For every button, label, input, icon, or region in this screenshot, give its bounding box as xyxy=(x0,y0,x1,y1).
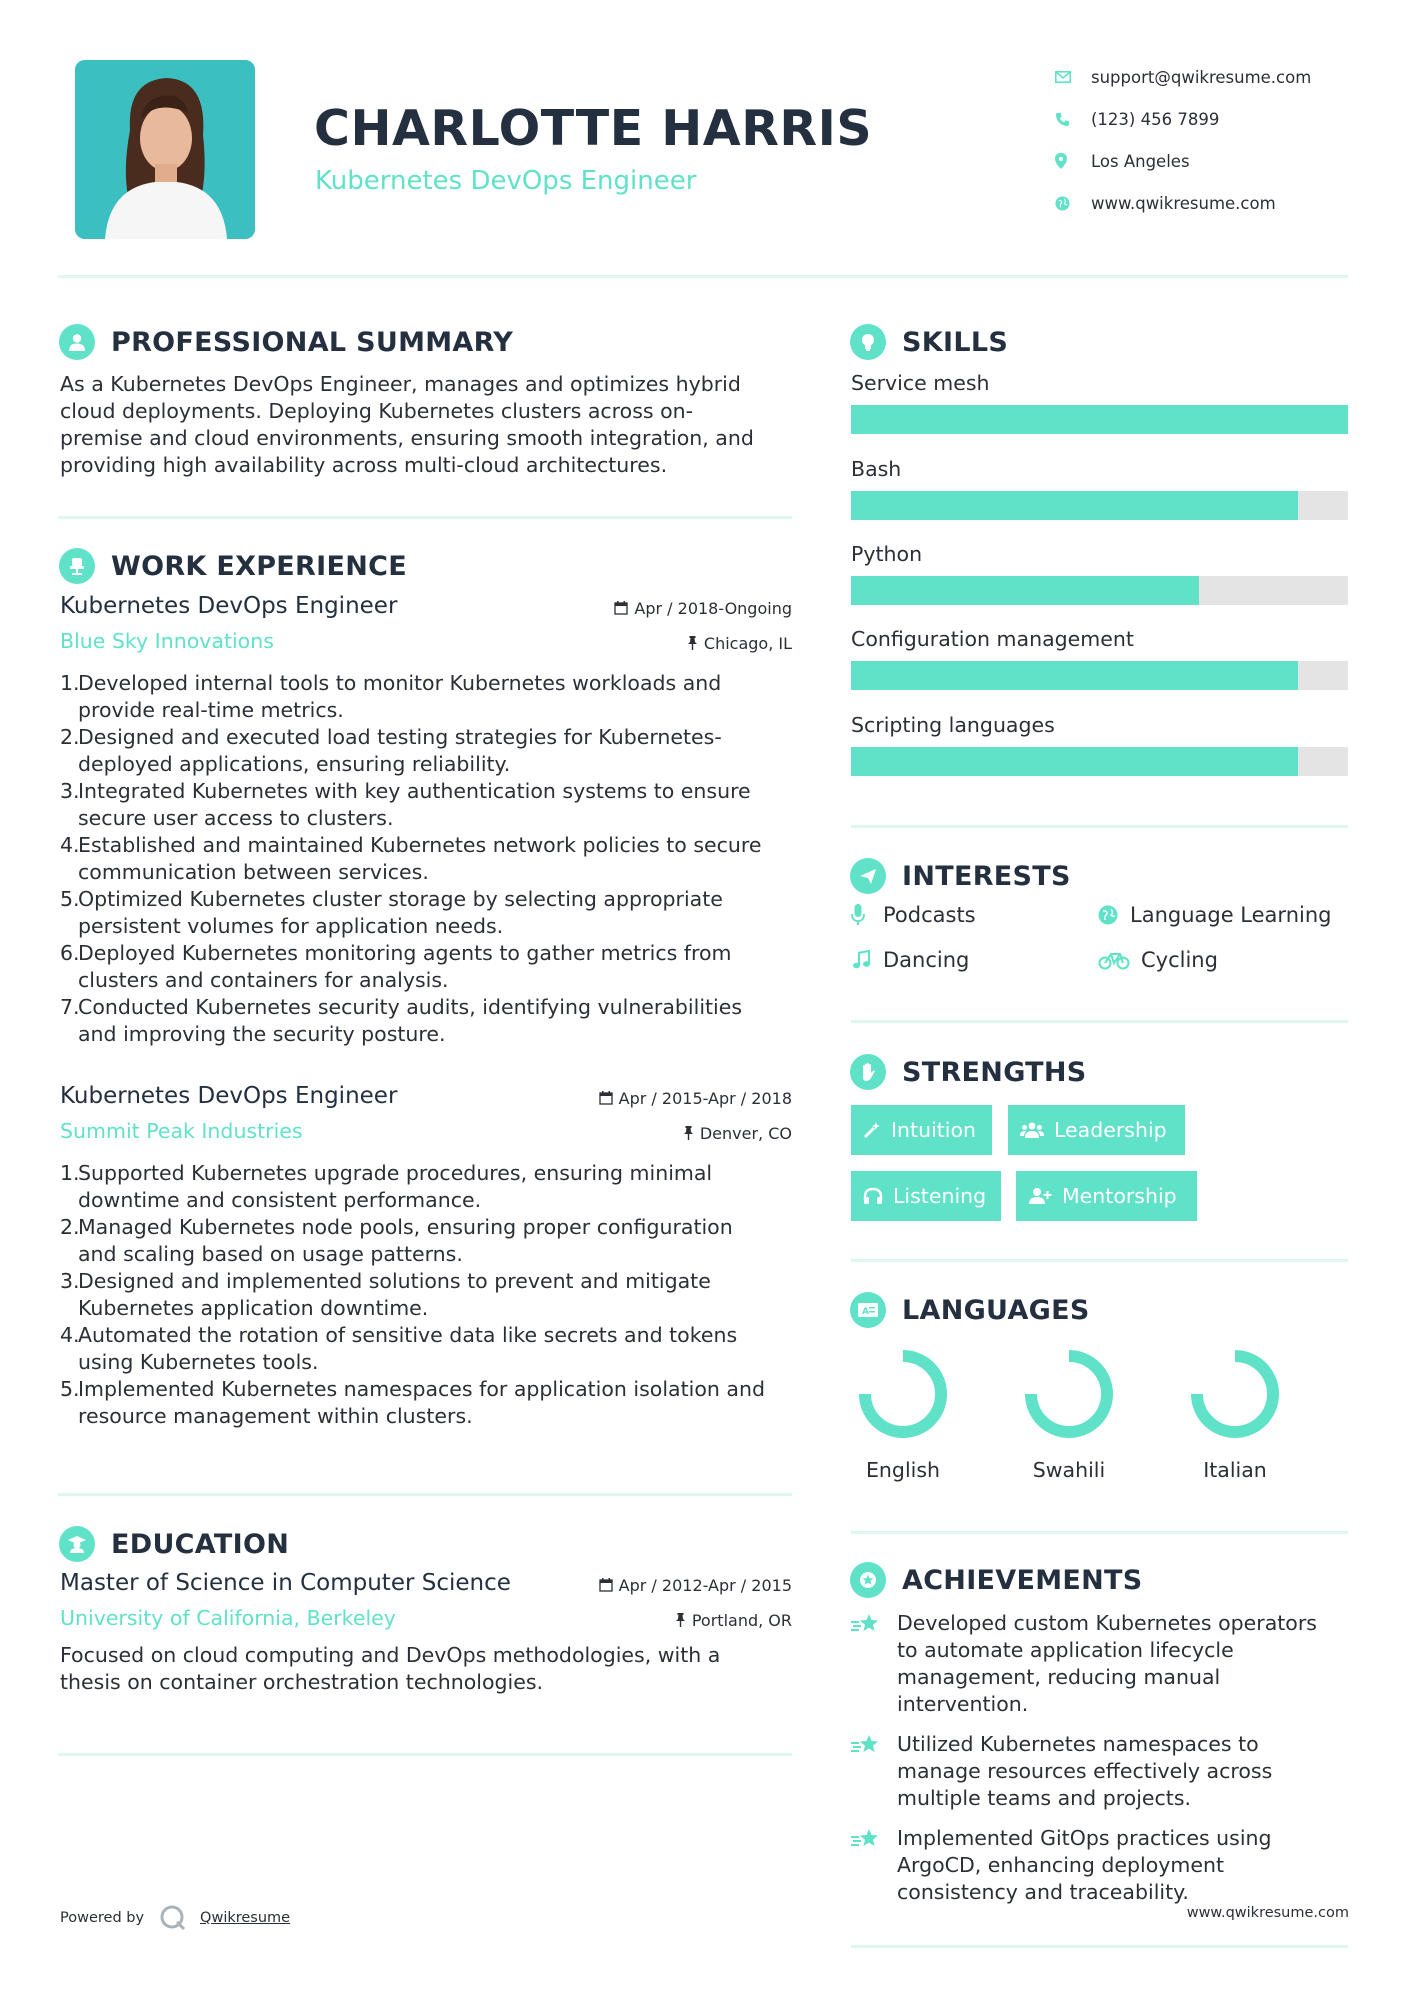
contact-email-text: support@qwikresume.com xyxy=(1091,67,1312,87)
language-item xyxy=(853,1344,953,1482)
duty-item xyxy=(60,886,792,940)
language-label: Swahili xyxy=(1032,1458,1106,1482)
duty-number: 4. xyxy=(60,833,80,857)
hand-icon xyxy=(850,1054,886,1090)
job-location xyxy=(687,634,792,653)
skill-item xyxy=(851,627,1348,690)
duty-line: Kubernetes application downtime. xyxy=(78,1296,429,1320)
summary-line: premise and cloud environments, ensuring smooth integration, and xyxy=(60,426,754,450)
summary-text xyxy=(60,371,800,479)
education-degree: Master of Science in Computer Science xyxy=(60,1570,511,1596)
strength-label: Intuition xyxy=(891,1118,977,1142)
skill-label: Bash xyxy=(851,457,902,481)
duty-line: Established and maintained Kubernetes network policies to secure xyxy=(78,833,762,857)
skill-item xyxy=(851,713,1348,776)
svg-text:A: A xyxy=(862,1307,869,1317)
duty-line: and improving the security posture. xyxy=(78,1022,446,1046)
job-date-text: Apr / 2015-Apr / 2018 xyxy=(618,1089,792,1108)
skill-bar xyxy=(851,747,1348,776)
skill-bar-fill xyxy=(851,747,1298,776)
globe-icon xyxy=(1098,905,1130,925)
calendar-icon xyxy=(599,1091,613,1105)
candidate-name: CHARLOTTE HARRIS xyxy=(314,100,873,157)
achievement-line: consistency and traceability. xyxy=(897,1880,1189,1904)
languages-divider xyxy=(851,1531,1348,1534)
language-label: English xyxy=(865,1458,941,1482)
achievement-line: multiple teams and projects. xyxy=(897,1786,1192,1810)
duty-line: resource management within clusters. xyxy=(78,1404,473,1428)
interest-label: Dancing xyxy=(883,948,970,972)
duty-line: Designed and implemented solutions to prevent and mitigate xyxy=(78,1269,711,1293)
duty-line: Integrated Kubernetes with key authentication systems to ensure xyxy=(78,779,751,803)
duty-line: and scaling based on usage patterns. xyxy=(78,1242,463,1266)
education-description xyxy=(60,1642,792,1696)
duty-line: Implemented Kubernetes namespaces for application isolation and xyxy=(78,1377,765,1401)
achievement-line: Developed custom Kubernetes operators xyxy=(897,1611,1317,1635)
job-location xyxy=(683,1124,792,1143)
achievements-divider xyxy=(851,1945,1348,1948)
job-title: Kubernetes DevOps Engineer xyxy=(60,593,398,619)
strength-label: Listening xyxy=(893,1184,987,1208)
duty-line: deployed applications, ensuring reliability. xyxy=(78,752,511,776)
header-divider xyxy=(58,275,1348,278)
shooting-star-icon xyxy=(851,1610,897,1718)
duty-number: 6. xyxy=(60,941,80,965)
education-date xyxy=(599,1576,792,1595)
shooting-star-icon xyxy=(851,1825,897,1906)
job-location-text: Chicago, IL xyxy=(703,634,792,653)
pushpin-icon xyxy=(687,636,698,650)
duty-number: 3. xyxy=(60,779,80,803)
duty-line: using Kubernetes tools. xyxy=(78,1350,319,1374)
duty-item xyxy=(60,670,792,724)
skills-title: SKILLS xyxy=(902,326,1009,358)
skill-bar-fill xyxy=(851,661,1298,690)
language-ring xyxy=(853,1344,953,1444)
education-location xyxy=(675,1611,792,1630)
language-item xyxy=(1019,1344,1119,1482)
duty-number: 3. xyxy=(60,1269,80,1293)
contact-block xyxy=(1055,56,1385,224)
duty-item xyxy=(60,724,792,778)
skill-bar-fill xyxy=(851,491,1298,520)
calendar-icon xyxy=(614,601,628,615)
job-location-text: Denver, CO xyxy=(699,1124,792,1143)
user-plus-icon xyxy=(1028,1187,1052,1205)
users-icon xyxy=(1020,1121,1044,1139)
strength-chip xyxy=(851,1171,1001,1221)
calendar-icon xyxy=(599,1578,613,1592)
badge-star-icon xyxy=(850,1562,886,1598)
education-date-text: Apr / 2012-Apr / 2015 xyxy=(618,1576,792,1595)
duty-number: 5. xyxy=(60,887,80,911)
strength-chip xyxy=(1016,1171,1197,1221)
job-entry xyxy=(60,1083,792,1430)
duty-item xyxy=(60,1322,792,1376)
strengths-divider xyxy=(851,1259,1348,1262)
job-entry xyxy=(60,593,792,1048)
experience-title: WORK EXPERIENCE xyxy=(111,550,407,582)
user-icon xyxy=(59,324,95,360)
headphones-icon xyxy=(863,1187,883,1205)
duty-line: Supported Kubernetes upgrade procedures, ensuring minimal xyxy=(78,1161,713,1185)
skill-label: Configuration management xyxy=(851,627,1134,651)
education-heading xyxy=(59,1526,289,1562)
job-date-text: Apr / 2018-Ongoing xyxy=(634,599,792,618)
candidate-title: Kubernetes DevOps Engineer xyxy=(315,166,697,196)
duty-line: downtime and consistent performance. xyxy=(78,1188,482,1212)
shooting-star-icon xyxy=(851,1731,897,1812)
interest-item xyxy=(1098,948,1218,972)
duty-line: communication between services. xyxy=(78,860,429,884)
paper-plane-icon xyxy=(850,858,886,894)
duty-item xyxy=(60,1268,792,1322)
skill-bar-fill xyxy=(851,405,1348,434)
duty-number: 2. xyxy=(60,725,80,749)
contact-website-text: www.qwikresume.com xyxy=(1091,193,1276,213)
map-pin-icon xyxy=(1055,153,1091,169)
language-label: Italian xyxy=(1203,1458,1267,1482)
skill-item xyxy=(851,371,1348,434)
globe-icon xyxy=(1055,196,1091,211)
duty-item xyxy=(60,1214,792,1268)
achievements-title: ACHIEVEMENTS xyxy=(902,1564,1143,1596)
skill-bar xyxy=(851,661,1348,690)
education-location-text: Portland, OR xyxy=(691,1611,792,1630)
duty-item xyxy=(60,994,792,1048)
experience-heading xyxy=(59,548,407,584)
qwikresume-link[interactable]: Qwikresume xyxy=(200,1910,291,1926)
achievement-line: Utilized Kubernetes namespaces to xyxy=(897,1732,1259,1756)
language-ring xyxy=(1019,1344,1119,1444)
contact-phone[interactable] xyxy=(1055,98,1385,140)
achievement-line: management, reducing manual xyxy=(897,1665,1221,1689)
summary-title: PROFESSIONAL SUMMARY xyxy=(111,326,514,358)
powered-by-text: Powered by xyxy=(60,1910,145,1926)
skill-item xyxy=(851,457,1348,520)
duty-number: 2. xyxy=(60,1215,80,1239)
duty-line: Deployed Kubernetes monitoring agents to gather metrics from xyxy=(78,941,732,965)
contact-email[interactable] xyxy=(1055,56,1385,98)
education-title: EDUCATION xyxy=(111,1528,290,1560)
summary-line: As a Kubernetes DevOps Engineer, manages and optimizes hybrid xyxy=(60,372,741,396)
magic-wand-icon xyxy=(863,1121,881,1139)
strengths-title: STRENGTHS xyxy=(902,1056,1087,1088)
skill-bar xyxy=(851,405,1348,434)
phone-icon xyxy=(1055,112,1091,127)
education-line: thesis on container orchestration technologies. xyxy=(60,1670,544,1694)
languages-heading xyxy=(850,1292,1090,1328)
skills-heading xyxy=(850,324,1008,360)
footer-website[interactable]: www.qwikresume.com xyxy=(1186,1905,1349,1921)
pushpin-icon xyxy=(683,1126,694,1140)
bicycle-icon xyxy=(1098,950,1141,970)
summary-heading xyxy=(59,324,513,360)
achievement-item xyxy=(851,1731,1351,1812)
profile-photo xyxy=(75,60,255,239)
job-date xyxy=(599,1089,792,1108)
duty-item xyxy=(60,940,792,994)
achievement-line: Implemented GitOps practices using xyxy=(897,1826,1272,1850)
contact-location-text: Los Angeles xyxy=(1091,151,1190,171)
duty-line: secure user access to clusters. xyxy=(78,806,394,830)
interests-heading xyxy=(850,858,1071,894)
duty-line: Optimized Kubernetes cluster storage by selecting appropriate xyxy=(78,887,723,911)
skill-label: Scripting languages xyxy=(851,713,1055,737)
duty-line: Developed internal tools to monitor Kubernetes workloads and xyxy=(78,671,722,695)
skill-bar xyxy=(851,491,1348,520)
pushpin-icon xyxy=(675,1613,686,1627)
job-date xyxy=(614,599,792,618)
lightbulb-icon xyxy=(850,324,886,360)
language-item xyxy=(1185,1344,1285,1482)
contact-website[interactable] xyxy=(1055,182,1385,224)
microphone-icon xyxy=(851,904,883,926)
footer-powered-by xyxy=(60,1903,290,1933)
languages-title: LANGUAGES xyxy=(902,1294,1090,1326)
interest-item xyxy=(1098,903,1331,927)
duty-number: 1. xyxy=(60,671,80,695)
achievement-line: intervention. xyxy=(897,1692,1029,1716)
duty-line: persistent volumes for application needs. xyxy=(78,914,504,938)
language-icon xyxy=(850,1292,886,1328)
duty-item xyxy=(60,1376,792,1430)
achievement-item xyxy=(851,1825,1351,1906)
strength-label: Mentorship xyxy=(1062,1184,1177,1208)
skills-divider xyxy=(851,825,1348,828)
interest-label: Cycling xyxy=(1141,948,1218,972)
qwikresume-logo-icon xyxy=(158,1903,188,1933)
duty-item xyxy=(60,778,792,832)
skill-bar-fill xyxy=(851,576,1199,605)
strength-chip xyxy=(851,1105,992,1155)
skill-label: Python xyxy=(851,542,923,566)
achievement-line: ArgoCD, enhancing deployment xyxy=(897,1853,1225,1877)
duty-item xyxy=(60,1160,792,1214)
education-line: Focused on cloud computing and DevOps methodologies, with a xyxy=(60,1643,721,1667)
achievement-line: manage resources effectively across xyxy=(897,1759,1273,1783)
achievement-line: to automate application lifecycle xyxy=(897,1638,1234,1662)
skill-item xyxy=(851,542,1348,605)
chair-icon xyxy=(59,548,95,584)
language-ring xyxy=(1185,1344,1285,1444)
achievements-heading xyxy=(850,1562,1143,1598)
strength-chip xyxy=(1008,1105,1185,1155)
duty-item xyxy=(60,832,792,886)
duty-line: Designed and executed load testing strategies for Kubernetes- xyxy=(78,725,722,749)
music-note-icon xyxy=(851,950,883,970)
duty-line: Automated the rotation of sensitive data like secrets and tokens xyxy=(78,1323,738,1347)
education-school: University of California, Berkeley xyxy=(60,1606,396,1630)
strengths-heading xyxy=(850,1054,1087,1090)
job-company: Summit Peak Industries xyxy=(60,1119,303,1143)
graduate-icon xyxy=(59,1526,95,1562)
contact-phone-text: (123) 456 7899 xyxy=(1091,109,1220,129)
duty-line: Managed Kubernetes node pools, ensuring proper configuration xyxy=(78,1215,733,1239)
duty-number: 7. xyxy=(60,995,80,1019)
summary-line: cloud deployments. Deploying Kubernetes clusters across on- xyxy=(60,399,693,423)
interest-label: Podcasts xyxy=(883,903,976,927)
strength-label: Leadership xyxy=(1054,1118,1167,1142)
education-entry xyxy=(60,1570,792,1696)
duty-number: 5. xyxy=(60,1377,80,1401)
achievement-item xyxy=(851,1610,1351,1718)
job-company: Blue Sky Innovations xyxy=(60,629,274,653)
summary-line: providing high availability across multi-cloud architectures. xyxy=(60,453,668,477)
skill-bar xyxy=(851,576,1348,605)
interest-item xyxy=(851,903,976,927)
interest-label: Language Learning xyxy=(1130,903,1332,927)
summary-divider xyxy=(58,516,792,519)
skill-label: Service mesh xyxy=(851,371,990,395)
duty-number: 1. xyxy=(60,1161,80,1185)
education-divider xyxy=(58,1753,792,1756)
duty-line: clusters and containers for analysis. xyxy=(78,968,449,992)
experience-divider xyxy=(58,1493,792,1496)
interests-title: INTERESTS xyxy=(902,860,1071,892)
interests-divider xyxy=(851,1020,1348,1023)
job-title: Kubernetes DevOps Engineer xyxy=(60,1083,398,1109)
duty-line: Conducted Kubernetes security audits, identifying vulnerabilities xyxy=(78,995,743,1019)
contact-location xyxy=(1055,140,1385,182)
duty-line: provide real-time metrics. xyxy=(78,698,344,722)
duty-number: 4. xyxy=(60,1323,80,1347)
interest-item xyxy=(851,948,969,972)
envelope-icon xyxy=(1055,71,1091,83)
